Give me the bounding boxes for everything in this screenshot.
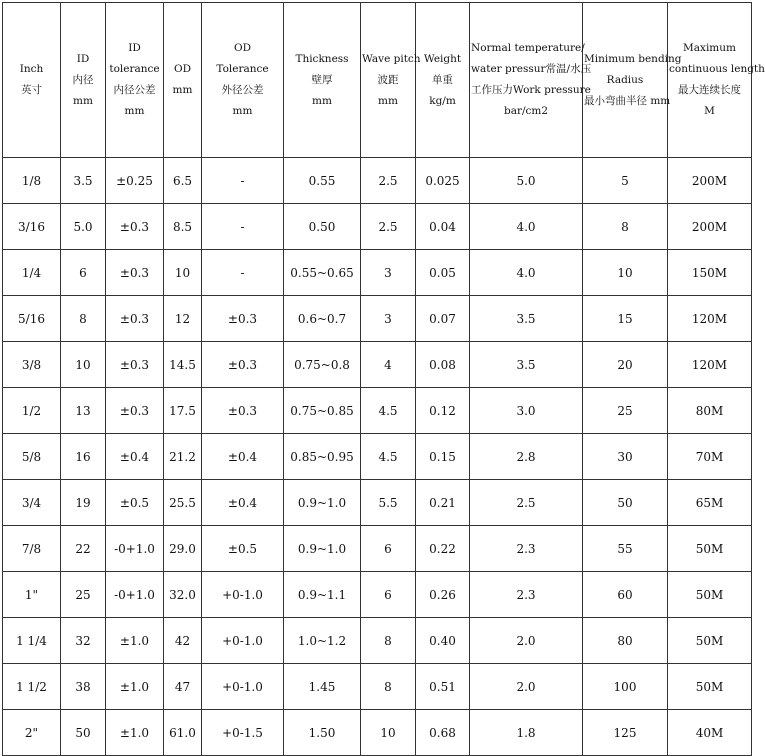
cell-work-pressure: 2.3 bbox=[470, 526, 583, 572]
cell-inch: 1/2 bbox=[3, 388, 61, 434]
header-line: Thickness bbox=[295, 52, 349, 65]
cell-max-length: 50M bbox=[668, 618, 752, 664]
cell-od: 8.5 bbox=[164, 204, 202, 250]
cell-wave-pitch: 8 bbox=[361, 664, 416, 710]
cell-id: 19 bbox=[61, 480, 106, 526]
header-line: ID bbox=[76, 52, 90, 65]
cell-min-bending-radius: 15 bbox=[583, 296, 668, 342]
cell-min-bending-radius: 80 bbox=[583, 618, 668, 664]
cell-weight: 0.12 bbox=[416, 388, 470, 434]
header-line: mm bbox=[312, 94, 332, 107]
cell-od-tolerance: ±0.3 bbox=[202, 342, 284, 388]
cell-min-bending-radius: 5 bbox=[583, 158, 668, 204]
cell-wave-pitch: 4 bbox=[361, 342, 416, 388]
table-row bbox=[3, 158, 752, 204]
cell-id-tolerance: ±0.25 bbox=[106, 158, 164, 204]
cell-thickness: 0.9~1.0 bbox=[284, 480, 361, 526]
cell-weight: 0.21 bbox=[416, 480, 470, 526]
cell-thickness: 0.6~0.7 bbox=[284, 296, 361, 342]
cell-wave-pitch: 4.5 bbox=[361, 388, 416, 434]
cell-od: 32.0 bbox=[164, 572, 202, 618]
column-header-thickness bbox=[284, 3, 361, 158]
header-line: 单重 bbox=[432, 73, 453, 86]
table-header bbox=[3, 3, 765, 158]
cell-max-length: 80M bbox=[668, 388, 752, 434]
cell-weight: 0.08 bbox=[416, 342, 470, 388]
header-line: Maximum bbox=[683, 42, 736, 54]
header-line: mm bbox=[378, 94, 398, 107]
cell-min-bending-radius: 25 bbox=[583, 388, 668, 434]
cell-thickness: 0.75~0.8 bbox=[284, 342, 361, 388]
cell-od-tolerance: ±0.5 bbox=[202, 526, 284, 572]
cell-od-tolerance: ±0.3 bbox=[202, 296, 284, 342]
cell-min-bending-radius: 8 bbox=[583, 204, 668, 250]
cell-id-tolerance: -0+1.0 bbox=[106, 526, 164, 572]
cell-id: 16 bbox=[61, 434, 106, 480]
table-row bbox=[3, 526, 752, 572]
cell-od: 47 bbox=[164, 664, 202, 710]
cell-id: 3.5 bbox=[61, 158, 106, 204]
column-header-work-pressure bbox=[470, 3, 592, 158]
column-header-id-tolerance bbox=[106, 3, 164, 158]
header-line: 波距 bbox=[377, 73, 399, 86]
cell-id-tolerance: ±0.4 bbox=[106, 434, 164, 480]
cell-id: 5.0 bbox=[61, 204, 106, 250]
cell-thickness: 0.50 bbox=[284, 204, 361, 250]
column-header-od-tolerance bbox=[202, 3, 284, 158]
cell-inch: 1/4 bbox=[3, 250, 61, 296]
cell-max-length: 120M bbox=[668, 296, 752, 342]
cell-id-tolerance: ±0.3 bbox=[106, 342, 164, 388]
column-header-min-bending-radius bbox=[583, 3, 682, 158]
cell-id: 22 bbox=[61, 526, 106, 572]
cell-inch: 1 1/4 bbox=[3, 618, 61, 664]
cell-od-tolerance: - bbox=[202, 250, 284, 296]
cell-thickness: 0.55 bbox=[284, 158, 361, 204]
cell-wave-pitch: 6 bbox=[361, 526, 416, 572]
cell-wave-pitch: 4.5 bbox=[361, 434, 416, 480]
cell-work-pressure: 5.0 bbox=[470, 158, 583, 204]
cell-thickness: 0.75~0.85 bbox=[284, 388, 361, 434]
header-line: Inch bbox=[19, 63, 44, 75]
cell-inch: 1 1/2 bbox=[3, 664, 61, 710]
cell-od-tolerance: ±0.3 bbox=[202, 388, 284, 434]
header-line: ID bbox=[128, 42, 141, 54]
cell-min-bending-radius: 30 bbox=[583, 434, 668, 480]
header-line: 外径公差 bbox=[221, 84, 264, 96]
cell-min-bending-radius: 50 bbox=[583, 480, 668, 526]
cell-id-tolerance: ±0.3 bbox=[106, 296, 164, 342]
cell-id: 32 bbox=[61, 618, 106, 664]
column-header-wave-pitch bbox=[361, 3, 421, 158]
cell-inch: 5/16 bbox=[3, 296, 61, 342]
cell-max-length: 70M bbox=[668, 434, 752, 480]
column-header-max-length bbox=[668, 3, 765, 158]
cell-id-tolerance: ±1.0 bbox=[106, 710, 164, 756]
cell-work-pressure: 2.5 bbox=[470, 480, 583, 526]
cell-work-pressure: 3.5 bbox=[470, 342, 583, 388]
column-header-od bbox=[164, 3, 202, 158]
header-row bbox=[3, 3, 752, 158]
cell-id-tolerance: -0+1.0 bbox=[106, 572, 164, 618]
cell-id-tolerance: ±1.0 bbox=[106, 664, 164, 710]
cell-work-pressure: 2.0 bbox=[470, 618, 583, 664]
cell-weight: 0.04 bbox=[416, 204, 470, 250]
cell-weight: 0.025 bbox=[416, 158, 470, 204]
header-line: Normal temperature/ bbox=[471, 42, 585, 54]
cell-weight: 0.22 bbox=[416, 526, 470, 572]
cell-max-length: 200M bbox=[668, 204, 752, 250]
header-line: continuous length bbox=[669, 63, 765, 75]
column-header-weight bbox=[416, 3, 470, 158]
header-line: OD bbox=[233, 42, 252, 54]
cell-od: 42 bbox=[164, 618, 202, 664]
column-header-id bbox=[61, 3, 106, 158]
header-line: 最小弯曲半径 mm bbox=[584, 94, 671, 107]
header-line: water pressur常温/水压 bbox=[471, 63, 592, 75]
cell-inch: 7/8 bbox=[3, 526, 61, 572]
cell-wave-pitch: 5.5 bbox=[361, 480, 416, 526]
cell-id: 6 bbox=[61, 250, 106, 296]
cell-weight: 0.05 bbox=[416, 250, 470, 296]
cell-min-bending-radius: 10 bbox=[583, 250, 668, 296]
cell-inch: 3/8 bbox=[3, 342, 61, 388]
cell-thickness: 1.45 bbox=[284, 664, 361, 710]
cell-id-tolerance: ±0.5 bbox=[106, 480, 164, 526]
cell-weight: 0.07 bbox=[416, 296, 470, 342]
cell-od: 25.5 bbox=[164, 480, 202, 526]
cell-od: 61.0 bbox=[164, 710, 202, 756]
cell-od-tolerance: - bbox=[202, 204, 284, 250]
header-line: kg/m bbox=[429, 94, 456, 107]
table-row bbox=[3, 710, 752, 756]
cell-min-bending-radius: 20 bbox=[583, 342, 668, 388]
cell-thickness: 0.9~1.0 bbox=[284, 526, 361, 572]
column-header-inch bbox=[3, 3, 61, 158]
cell-work-pressure: 2.3 bbox=[470, 572, 583, 618]
table-row bbox=[3, 618, 752, 664]
cell-wave-pitch: 3 bbox=[361, 296, 416, 342]
cell-id: 25 bbox=[61, 572, 106, 618]
cell-inch: 3/4 bbox=[3, 480, 61, 526]
cell-max-length: 150M bbox=[668, 250, 752, 296]
cell-od: 12 bbox=[164, 296, 202, 342]
header-line: Minimum bending bbox=[584, 52, 682, 65]
cell-thickness: 0.9~1.1 bbox=[284, 572, 361, 618]
cell-inch: 5/8 bbox=[3, 434, 61, 480]
header-line: tolerance bbox=[109, 63, 160, 75]
cell-inch: 1" bbox=[3, 572, 61, 618]
cell-od-tolerance: +0-1.0 bbox=[202, 572, 284, 618]
cell-thickness: 1.0~1.2 bbox=[284, 618, 361, 664]
header-line: M bbox=[704, 105, 715, 117]
cell-inch: 2" bbox=[3, 710, 61, 756]
table-row bbox=[3, 250, 752, 296]
table-row bbox=[3, 480, 752, 526]
cell-od-tolerance: ±0.4 bbox=[202, 480, 284, 526]
cell-od-tolerance: +0-1.0 bbox=[202, 664, 284, 710]
table-row bbox=[3, 342, 752, 388]
cell-inch: 1/8 bbox=[3, 158, 61, 204]
cell-od-tolerance: +0-1.0 bbox=[202, 618, 284, 664]
cell-wave-pitch: 2.5 bbox=[361, 158, 416, 204]
cell-inch: 3/16 bbox=[3, 204, 61, 250]
header-line: mm bbox=[232, 105, 253, 117]
cell-weight: 0.51 bbox=[416, 664, 470, 710]
header-line: Tolerance bbox=[216, 63, 269, 75]
header-line: 英寸 bbox=[21, 84, 42, 96]
spec-table bbox=[2, 2, 765, 756]
cell-min-bending-radius: 100 bbox=[583, 664, 668, 710]
cell-od: 10 bbox=[164, 250, 202, 296]
cell-od-tolerance: ±0.4 bbox=[202, 434, 284, 480]
cell-max-length: 40M bbox=[668, 710, 752, 756]
cell-id: 13 bbox=[61, 388, 106, 434]
cell-od: 14.5 bbox=[164, 342, 202, 388]
cell-id: 38 bbox=[61, 664, 106, 710]
header-line: 壁厚 bbox=[311, 73, 333, 86]
header-line: 内径 bbox=[72, 73, 94, 86]
cell-weight: 0.26 bbox=[416, 572, 470, 618]
cell-min-bending-radius: 60 bbox=[583, 572, 668, 618]
table-row bbox=[3, 572, 752, 618]
header-line: Wave pitch bbox=[362, 52, 421, 65]
cell-od: 17.5 bbox=[164, 388, 202, 434]
cell-work-pressure: 3.5 bbox=[470, 296, 583, 342]
header-line: mm bbox=[124, 105, 145, 117]
header-line: mm bbox=[172, 84, 193, 96]
cell-id-tolerance: ±1.0 bbox=[106, 618, 164, 664]
cell-od: 21.2 bbox=[164, 434, 202, 480]
cell-id: 50 bbox=[61, 710, 106, 756]
header-line: Weight bbox=[423, 52, 462, 65]
cell-id: 8 bbox=[61, 296, 106, 342]
header-line: 最大连续长度 bbox=[678, 84, 741, 96]
cell-max-length: 50M bbox=[668, 526, 752, 572]
cell-min-bending-radius: 55 bbox=[583, 526, 668, 572]
cell-weight: 0.15 bbox=[416, 434, 470, 480]
header-line: OD bbox=[173, 63, 192, 75]
cell-work-pressure: 4.0 bbox=[470, 204, 583, 250]
table-row bbox=[3, 204, 752, 250]
cell-od: 6.5 bbox=[164, 158, 202, 204]
header-line: 工作压力Work pressure bbox=[471, 84, 591, 96]
table-row bbox=[3, 434, 752, 480]
cell-id-tolerance: ±0.3 bbox=[106, 250, 164, 296]
header-line: mm bbox=[73, 94, 93, 107]
cell-max-length: 120M bbox=[668, 342, 752, 388]
cell-min-bending-radius: 125 bbox=[583, 710, 668, 756]
cell-id: 10 bbox=[61, 342, 106, 388]
cell-max-length: 50M bbox=[668, 572, 752, 618]
table-row bbox=[3, 664, 752, 710]
cell-weight: 0.68 bbox=[416, 710, 470, 756]
cell-wave-pitch: 8 bbox=[361, 618, 416, 664]
cell-weight: 0.40 bbox=[416, 618, 470, 664]
cell-work-pressure: 2.0 bbox=[470, 664, 583, 710]
cell-od-tolerance: - bbox=[202, 158, 284, 204]
cell-id-tolerance: ±0.3 bbox=[106, 388, 164, 434]
cell-thickness: 1.50 bbox=[284, 710, 361, 756]
header-line: 内径公差 bbox=[113, 84, 156, 96]
cell-wave-pitch: 6 bbox=[361, 572, 416, 618]
cell-id-tolerance: ±0.3 bbox=[106, 204, 164, 250]
cell-work-pressure: 3.0 bbox=[470, 388, 583, 434]
header-line: Radius bbox=[606, 73, 644, 86]
cell-thickness: 0.85~0.95 bbox=[284, 434, 361, 480]
cell-od: 29.0 bbox=[164, 526, 202, 572]
table-body bbox=[3, 158, 752, 756]
table-row bbox=[3, 388, 752, 434]
cell-max-length: 50M bbox=[668, 664, 752, 710]
cell-work-pressure: 1.8 bbox=[470, 710, 583, 756]
cell-wave-pitch: 2.5 bbox=[361, 204, 416, 250]
cell-thickness: 0.55~0.65 bbox=[284, 250, 361, 296]
cell-max-length: 200M bbox=[668, 158, 752, 204]
cell-wave-pitch: 3 bbox=[361, 250, 416, 296]
cell-work-pressure: 2.8 bbox=[470, 434, 583, 480]
cell-work-pressure: 4.0 bbox=[470, 250, 583, 296]
cell-od-tolerance: +0-1.5 bbox=[202, 710, 284, 756]
cell-max-length: 65M bbox=[668, 480, 752, 526]
cell-wave-pitch: 10 bbox=[361, 710, 416, 756]
header-line: bar/cm2 bbox=[503, 105, 549, 117]
table-row bbox=[3, 296, 752, 342]
